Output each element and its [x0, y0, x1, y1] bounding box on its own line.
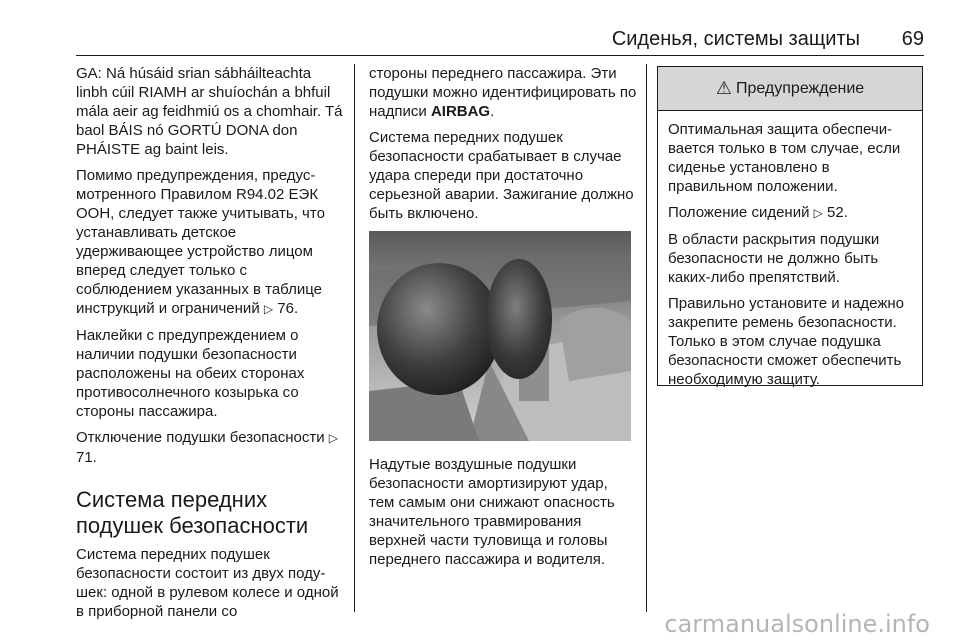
- warning-paragraph: Правильно установите и надежно закрепите ремень безопасности. Только в этом случае подушка безопасности сможет обеспечить необходимую защиту.: [668, 295, 904, 388]
- regulation-paragraph: Помимо предупреждения, предусмотренного Правилом R94.02 ЕЭК ООН, следует также учитывать, что устанавливать детское удерживающее устройство лицом вперед следует только с соблюдением указанных в таблице инструкций и ограничений ▷ 76.: [76, 167, 325, 317]
- page-reference-link[interactable]: 52.: [827, 204, 848, 221]
- airbag-trigger-paragraph: Система передних подушек безопасности срабатывает в случае удара спереди при достаточно серьезной аварии. Зажигание должно быть включено.: [369, 129, 634, 222]
- inflated-airbags-illustration: [369, 231, 631, 441]
- page-reference-link[interactable]: 71.: [76, 449, 97, 466]
- page-number: 69: [901, 28, 924, 50]
- warning-paragraph: В области раскрытия подушки безопасности не должно быть каких-либо препятствий.: [668, 231, 880, 286]
- section-heading: Система передних подушек безопасности: [76, 487, 309, 538]
- page-reference-icon: ▷: [263, 302, 274, 316]
- irish-warning-paragraph: GA: Ná húsáid srian sábháilteachta linbh cúil RIAMH ar shuíochán a bhfuil mála aeir ag feidhmiú os a chomhair. Tá baol BÁIS nó GORTÚ DONA don PHÁISTE ag baint leis.: [76, 65, 343, 158]
- airbag-label-paragraph: стороны переднего пассажира. Эти подушки можно идентифицировать по надписи AIRBAG.: [369, 65, 637, 120]
- warning-header: [658, 67, 922, 111]
- warning-title: Предупреждение: [735, 79, 865, 97]
- page-reference-icon: ▷: [813, 206, 823, 220]
- column-rule-1: [354, 64, 355, 612]
- header-rule: [76, 55, 924, 56]
- airbag-deactivation-paragraph: Отключение подушки безопасности ▷ 71.: [76, 429, 339, 466]
- column-rule-2: [646, 64, 647, 612]
- warning-paragraph: Оптимальная защита обеспечивается только в том случае, если сиденье установлено в правильном положении.: [668, 121, 901, 195]
- page-header-title: Сиденья, системы защиты: [611, 28, 860, 50]
- warning-box: [657, 66, 923, 386]
- illustration-caption: Надутые воздушные подушки безопасности амортизируют удар, тем самым они снижают опасность значительного травмирования верхней части туловища и головы переднего пассажира и водителя.: [369, 456, 615, 568]
- warning-body: [658, 111, 922, 405]
- text-column-1: [76, 64, 346, 628]
- page-reference-icon: ▷: [328, 431, 339, 445]
- text-column-2: [369, 64, 637, 576]
- sticker-paragraph: Наклейки с предупреждением о наличии подушки безопасности расположены на обеих сторонах противосолнечного козырька со стороны пассажира.: [76, 327, 305, 420]
- warning-triangle-icon: ⚠: [715, 78, 732, 98]
- language-code: GA:: [76, 65, 102, 82]
- page-reference-link[interactable]: 76.: [277, 300, 299, 317]
- watermark: carmanualsonline.info: [664, 610, 930, 638]
- warning-paragraph: Положение сидений ▷ 52.: [668, 204, 848, 221]
- front-airbag-paragraph: Система передних подушек безопасности состоит из двух подушек: одной в рулевом колесе и одной в приборной панели со: [76, 546, 339, 620]
